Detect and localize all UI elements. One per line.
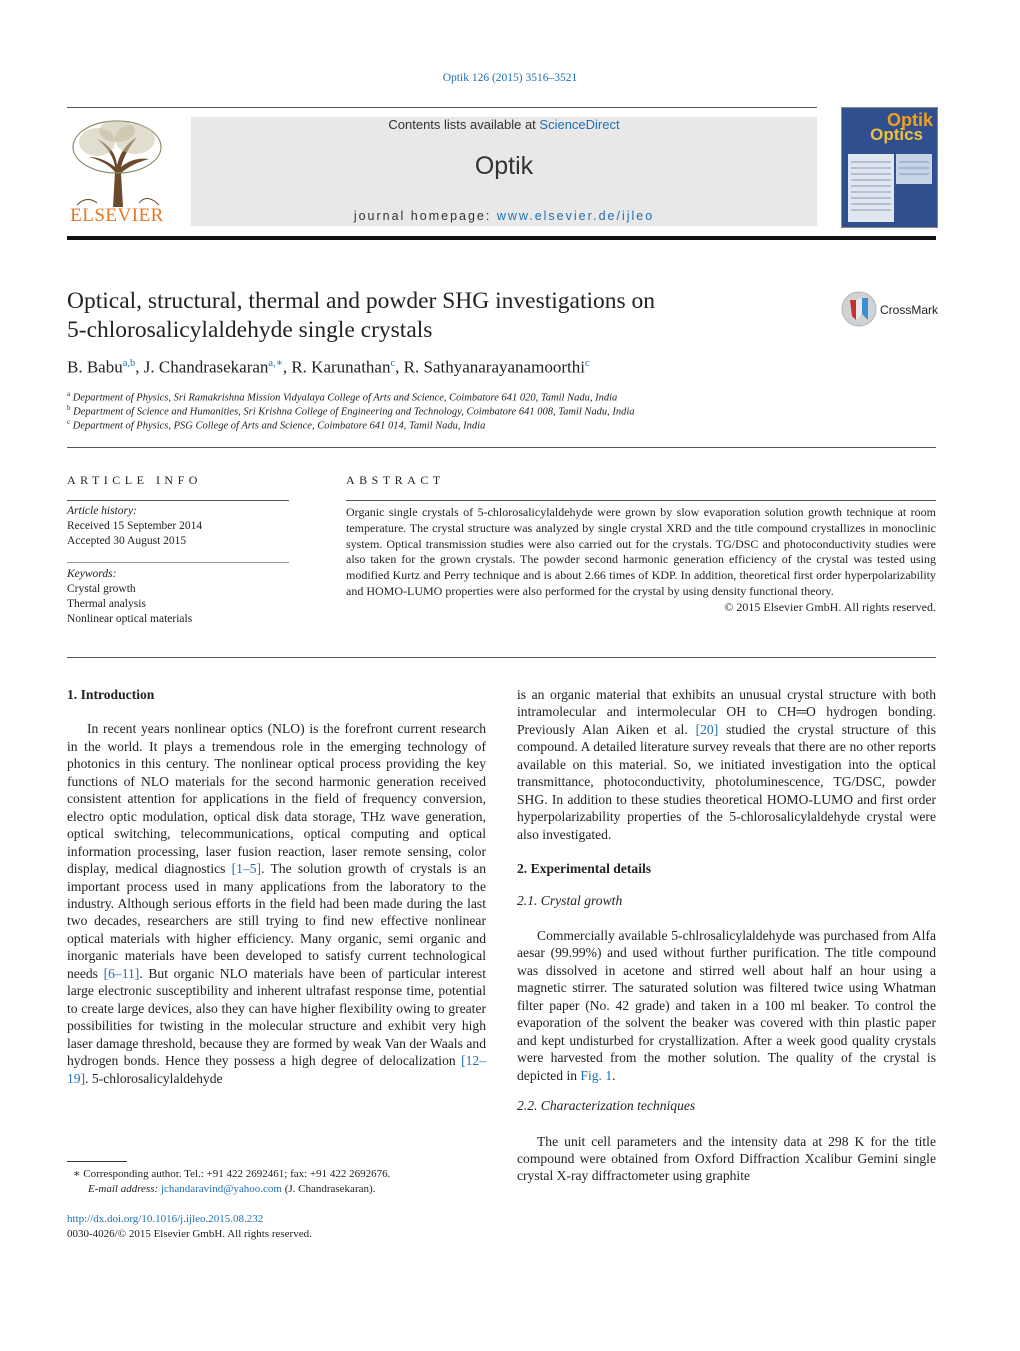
- corresponding-author-footnote: [67, 1167, 487, 1196]
- masthead-thick-rule: [67, 236, 936, 240]
- body-rule: [67, 657, 936, 658]
- issn-line: 0030-4026/© 2015 Elsevier GmbH. All rights reserved.: [67, 1227, 312, 1240]
- footnote-rule: [67, 1161, 127, 1162]
- affiliation-mark: b: [67, 404, 71, 412]
- email-label: E-mail address:: [88, 1182, 161, 1195]
- author-name[interactable]: R. Karunathan: [291, 357, 391, 377]
- elsevier-logo[interactable]: [67, 117, 167, 227]
- homepage-link[interactable]: www.elsevier.de/ijleo: [496, 209, 655, 223]
- text-run: .: [612, 1067, 616, 1083]
- affiliation-a: [67, 390, 617, 404]
- affiliation-rule: [67, 447, 936, 448]
- section-heading-experimental: 2. Experimental details: [517, 861, 652, 877]
- author-name[interactable]: R. Sathyanarayanamoorthi: [403, 357, 585, 377]
- keyword: Nonlinear optical materials: [67, 613, 193, 625]
- crystal-growth-paragraph: [517, 927, 936, 1084]
- history-label: Article history:: [67, 505, 137, 517]
- homepage-prefix: journal homepage:: [353, 209, 497, 223]
- author-list: [67, 357, 590, 378]
- text-run: . But organic NLO materials have been of particular interest large electronic susceptibility and inherent ultrafast response time, potential to create large devices, also they can have higher flexibility owing to greater possibilities for twisting in the molecular structure and exhibit very high laser damage threshold, because they are formed by weak Van der Waals and hydrogen bonds. Hence they possess a high degree of delocalization: [67, 965, 486, 1069]
- doi-link[interactable]: http://dx.doi.org/10.1016/j.ijleo.2015.08.232: [67, 1213, 264, 1225]
- left-column: [67, 686, 486, 1087]
- keywords-label: Keywords:: [67, 568, 117, 580]
- footnote-star: ∗: [73, 1168, 81, 1180]
- affiliation-b: [67, 404, 635, 418]
- text-run: Commercially available 5-chlrosalicylaldehyde was purchased from Alfa aesar (99.99%) and used without further purification. The title compound was dissolved in acetone and stirred well about half an hour using a magnetic stirrer. The saturated solution was filtered twice using Whatman filter paper (No. 42 grade) and taken in a 100 ml beaker. To control the evaporation of the solvent the beaker was covered with thin plastic paper and kept undisturbed for crystallization. After a week good quality crystals were harvested from the mother solution. The quality of the crystal is depicted in: [517, 927, 936, 1083]
- contents-line: [191, 117, 817, 132]
- author-separator: ,: [135, 357, 144, 377]
- journal-homepage: [191, 209, 817, 223]
- text-run: is an organic material that exhibits an unusual crystal structure with both intramolecular and intermolecular OH to CH═O hydrogen bonding. Previously Alan Aiken et al.: [517, 687, 936, 737]
- abstract-copyright: © 2015 Elsevier GmbH. All rights reserved.: [724, 599, 936, 614]
- abstract-rule: [346, 500, 936, 501]
- author-affil-mark[interactable]: a,∗: [268, 358, 283, 369]
- characterization-paragraph: The unit cell parameters and the intensity data at 298 K for the title compound were obtained from Oxford Diffraction Xcalibur Gemini single crystal X-ray diffractometer using graphite: [517, 1133, 936, 1184]
- crossmark-badge[interactable]: [840, 290, 940, 330]
- author-affil-mark[interactable]: c: [584, 358, 590, 369]
- author-affil-mark[interactable]: a,b: [122, 358, 136, 369]
- article-title: [67, 287, 807, 345]
- affiliation-mark: a: [67, 390, 71, 398]
- citation-link[interactable]: [20]: [695, 721, 719, 737]
- footnote-contact: Corresponding author. Tel.: +91 422 2692461; fax: +91 422 2692676.: [80, 1168, 391, 1180]
- keyword: Thermal analysis: [67, 598, 146, 610]
- journal-masthead: [191, 117, 817, 226]
- crossmark-label: CrossMark: [880, 303, 939, 317]
- right-column: [517, 686, 936, 1185]
- article-info-heading: ARTICLE INFO: [67, 473, 202, 487]
- author-affil-mark[interactable]: c: [390, 358, 396, 369]
- cover-title-optics: Optics: [870, 125, 923, 144]
- header-rule: [67, 107, 817, 108]
- text-run: studied the crystal structure of this compound. A detailed literature survey reveals that there are no other reports available on this material. So, we initiated investigation into the optical transmittance, photoconductivity, photoluminescence, TG/DSC, powder SHG. In addition to these studies theoretical HOMO-LUMO and first order hyperpolarizability properties of the 5-chlorosalicylaldehyde crystal were also investigated.: [517, 721, 936, 842]
- author-separator: ,: [282, 357, 292, 377]
- text-run: In recent years nonlinear optics (NLO) is the forefront current research in the world. It plays a tremendous role in the emerging technology of photonics in this century. The nonlinear optical process providing the key functions of NLO materials for the second harmonic generation received consistent attention for applications in the field of frequency conversion, electro optic modulation, optical disk data storage, THz wave generation, optical switching, telecommunications, optical computing and optical information processing, laser fusion reaction, laser remote sensing, color display, medical diagnostics: [67, 721, 486, 877]
- email-link[interactable]: jchandaravind@yahoo.com: [160, 1182, 282, 1195]
- doi-block: [67, 1212, 312, 1241]
- author-name[interactable]: J. Chandrasekaran: [143, 357, 269, 377]
- keywords-rule: [67, 562, 289, 563]
- text-run: . 5-chlorosalicylaldehyde: [85, 1070, 223, 1086]
- received-date: Received 15 September 2014: [67, 520, 203, 532]
- author-separator: ,: [395, 357, 404, 377]
- sciencedirect-link[interactable]: ScienceDirect: [539, 117, 620, 132]
- subsection-heading-crystal-growth: 2.1. Crystal growth: [517, 892, 623, 908]
- affiliation-c: [67, 418, 485, 432]
- abstract-paragraph: Organic single crystals of 5-chlorosalicylaldehyde were grown by slow evaporation solution growth technique at room temperature. The crystal structure was analyzed by single crystal XRD and the title compound crystallizes in monoclinic system. Optical transmission studies were also carried out for the crystals. TG/DSC and photoconductivity studies were also taken for the grown crystals. The powder second harmonic generation efficiency of the crystal was tested using modified Kurtz and Perry technique and is about 2.66 times of KDP. In addition, theoretical first order hyperpolarizability and HOMO-LUMO properties were also performed for the crystal by using density functional theory.: [346, 505, 936, 598]
- tree-icon: [67, 117, 167, 209]
- affiliation-text: Department of Physics, PSG College of Arts and Science, Coimbatore 641 014, Tamil Nadu, India: [72, 420, 486, 432]
- contents-prefix: Contents lists available at: [388, 117, 540, 132]
- journal-reference[interactable]: Optik 126 (2015) 3516–3521: [442, 72, 578, 84]
- title-line-1: Optical, structural, thermal and powder SHG investigations on: [67, 288, 656, 314]
- intro-paragraph-continued: [517, 686, 936, 843]
- subsection-heading-characterization: 2.2. Characterization techniques: [517, 1098, 696, 1114]
- affiliation-mark: c: [67, 418, 71, 426]
- cover-title-optik: Optik: [886, 110, 933, 130]
- citation-link[interactable]: [12–19]: [67, 1053, 486, 1086]
- accepted-date: Accepted 30 August 2015: [67, 535, 187, 547]
- keyword: Crystal growth: [67, 583, 136, 595]
- email-suffix: (J. Chandrasekaran).: [281, 1182, 376, 1195]
- abstract-heading: ABSTRACT: [346, 473, 445, 487]
- abstract-body: [346, 505, 936, 616]
- journal-name: Optik: [474, 152, 534, 180]
- article-history: [67, 504, 202, 549]
- citation-link[interactable]: [1–5]: [231, 861, 262, 877]
- journal-cover[interactable]: [841, 107, 938, 228]
- affiliation-text: Department of Science and Humanities, Sri Krishna College of Engineering and Technology, Coimbatore 641 008, Tamil Nadu, India: [73, 406, 635, 418]
- title-line-2: 5-chlorosalicylaldehyde single crystals: [67, 317, 433, 343]
- intro-paragraph: [67, 720, 486, 1087]
- text-run: . The solution growth of crystals is an important process used in many applications from the laboratory to the industry. Although serious efforts in the field had been made during the last two decades, researchers are still trying to find new effective nonlinear optical materials with higher efficiency. Many organic, semi organic and inorganic materials have been developed to satisfy current technological needs: [67, 861, 486, 981]
- section-heading-introduction: 1. Introduction: [67, 687, 155, 702]
- author-name[interactable]: B. Babu: [67, 357, 123, 377]
- article-info-rule: [67, 500, 289, 501]
- crossmark-icon: [840, 290, 878, 328]
- elsevier-wordmark: ELSEVIER: [70, 205, 164, 226]
- figure-link[interactable]: Fig. 1: [580, 1067, 613, 1083]
- keywords: [67, 567, 192, 627]
- affiliation-text: Department of Physics, Sri Ramakrishna Mission Vidyalaya College of Arts and Science, Coimbatore 641 020, Tamil Nadu, India: [72, 392, 618, 404]
- citation-link[interactable]: [6–11]: [103, 965, 140, 981]
